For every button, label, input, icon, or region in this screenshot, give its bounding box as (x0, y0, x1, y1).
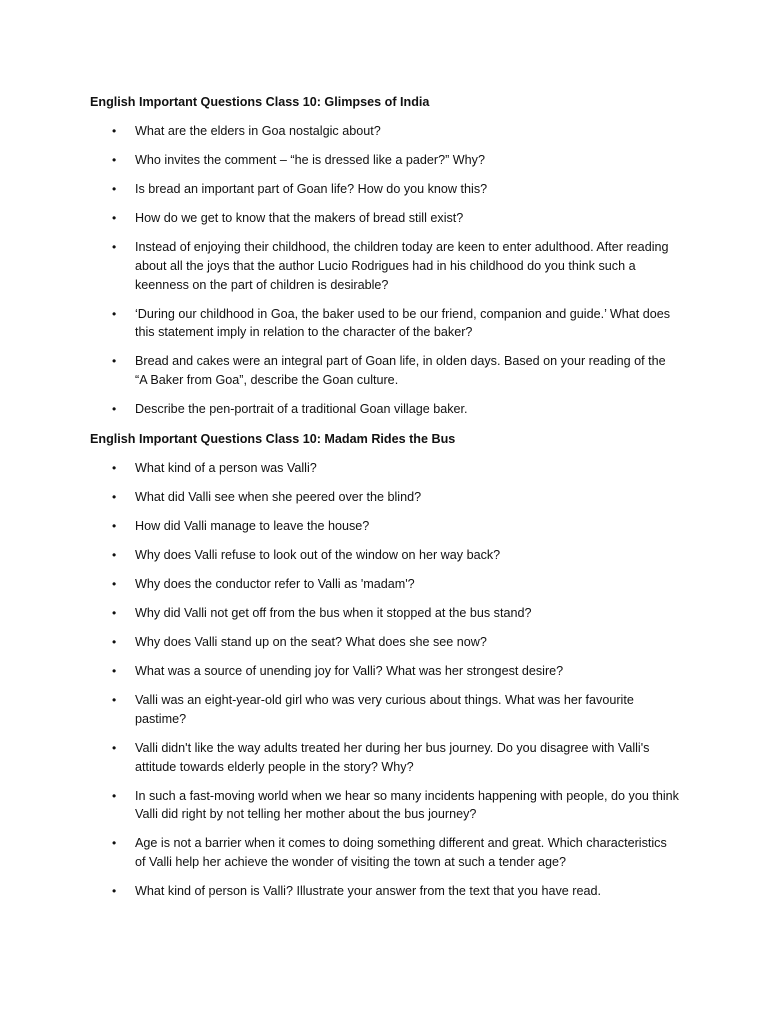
question-text: What are the elders in Goa nostalgic about? (135, 124, 381, 138)
section-heading-glimpses-of-india: English Important Questions Class 10: Glimpses of India (90, 95, 430, 109)
question-text: What was a source of unending joy for Valli? What was her strongest desire? (135, 664, 564, 679)
question-text: Why does Valli refuse to look out of the window on her way back? (135, 547, 501, 562)
question-text: Why does the conductor refer to Valli as 'madam'? (135, 577, 415, 591)
bullet-icon: • (112, 124, 117, 138)
bullet-icon: • (112, 518, 117, 533)
question-text: What kind of a person was Valli? (135, 460, 317, 475)
question-text: Age is not a barrier when it comes to doing something different and great. Which characteristics of Valli help her achieve the wonder of visiting the town at such a tender age? (135, 836, 667, 870)
list-item (90, 834, 680, 871)
bullet-icon: • (112, 884, 117, 899)
list-item (90, 238, 680, 294)
question-text: Instead of enjoying their childhood, the children today are keen to enter adulthood. After reading about all the joys that the author Lucio Rodrigues had in his childhood do you think such a keenness on the part of children is desirable? (135, 240, 669, 292)
question-list-glimpses-of-india (90, 122, 678, 419)
list-item (90, 151, 680, 170)
list-item (90, 604, 680, 623)
question-text: Is bread an important part of Goan life? How do you know this? (135, 182, 488, 197)
list-item (90, 352, 680, 389)
question-text: Who invites the comment – “he is dressed like a pader?” Why? (135, 153, 485, 168)
bullet-icon: • (112, 836, 117, 851)
question-text: In such a fast-moving world when we hear so many incidents happening with people, do you think Valli did right by not telling her mother about the bus journey? (135, 788, 679, 822)
question-text: ‘During our childhood in Goa, the baker used to be our friend, companion and guide.’ What does this statement imply in relation to the character of the baker? (135, 306, 671, 340)
list-item (90, 739, 680, 776)
question-text: Valli didn't like the way adults treated her during her bus journey. Do you disagree with Valli's attitude towards elderly people in the story? Why? (135, 741, 650, 774)
bullet-icon: • (112, 741, 117, 756)
bullet-icon: • (112, 153, 117, 168)
bullet-icon: • (112, 306, 117, 321)
question-text: Why does Valli stand up on the seat? What does she see now? (135, 635, 487, 650)
bullet-icon: • (112, 693, 117, 708)
list-item (90, 662, 680, 681)
list-item (90, 209, 680, 228)
list-item (90, 691, 680, 728)
bullet-icon: • (112, 240, 117, 255)
section-heading-madam-rides-the-bus: English Important Questions Class 10: Madam Rides the Bus (90, 431, 456, 446)
list-item (90, 546, 680, 565)
question-text: Valli was an eight-year-old girl who was very curious about things. What was her favourite pastime? (135, 693, 634, 726)
bullet-icon: • (112, 460, 117, 475)
bullet-icon: • (112, 664, 117, 679)
bullet-icon: • (112, 182, 117, 197)
bullet-icon: • (112, 606, 117, 621)
list-item (90, 787, 680, 824)
bullet-icon: • (112, 354, 117, 369)
list-item (90, 305, 680, 342)
question-text: What did Valli see when she peered over the blind? (135, 489, 422, 504)
question-text: How did Valli manage to leave the house? (135, 518, 370, 533)
bullet-icon: • (112, 547, 117, 562)
list-item (90, 122, 680, 141)
list-item (90, 575, 680, 594)
bullet-icon: • (112, 211, 117, 226)
bullet-icon: • (112, 635, 117, 650)
list-item (90, 459, 680, 478)
list-item (90, 633, 680, 652)
list-item (90, 488, 680, 507)
bullet-icon: • (112, 788, 117, 803)
list-item (90, 180, 680, 199)
list-item (90, 400, 680, 419)
question-list-madam-rides-the-bus (90, 459, 678, 901)
bullet-icon: • (112, 402, 117, 417)
question-text: Describe the pen-portrait of a traditional Goan village baker. (135, 402, 468, 417)
bullet-icon: • (112, 577, 117, 591)
question-text: Why did Valli not get off from the bus when it stopped at the bus stand? (135, 606, 532, 621)
question-text: What kind of person is Valli? Illustrate your answer from the text that you have read. (135, 884, 601, 899)
question-text: How do we get to know that the makers of bread still exist? (135, 211, 464, 226)
bullet-icon: • (112, 489, 117, 504)
list-item (90, 882, 680, 901)
list-item (90, 517, 680, 536)
question-text: Bread and cakes were an integral part of Goan life, in olden days. Based on your reading of the “A Baker from Goa”, describe the Goan culture. (135, 354, 666, 387)
